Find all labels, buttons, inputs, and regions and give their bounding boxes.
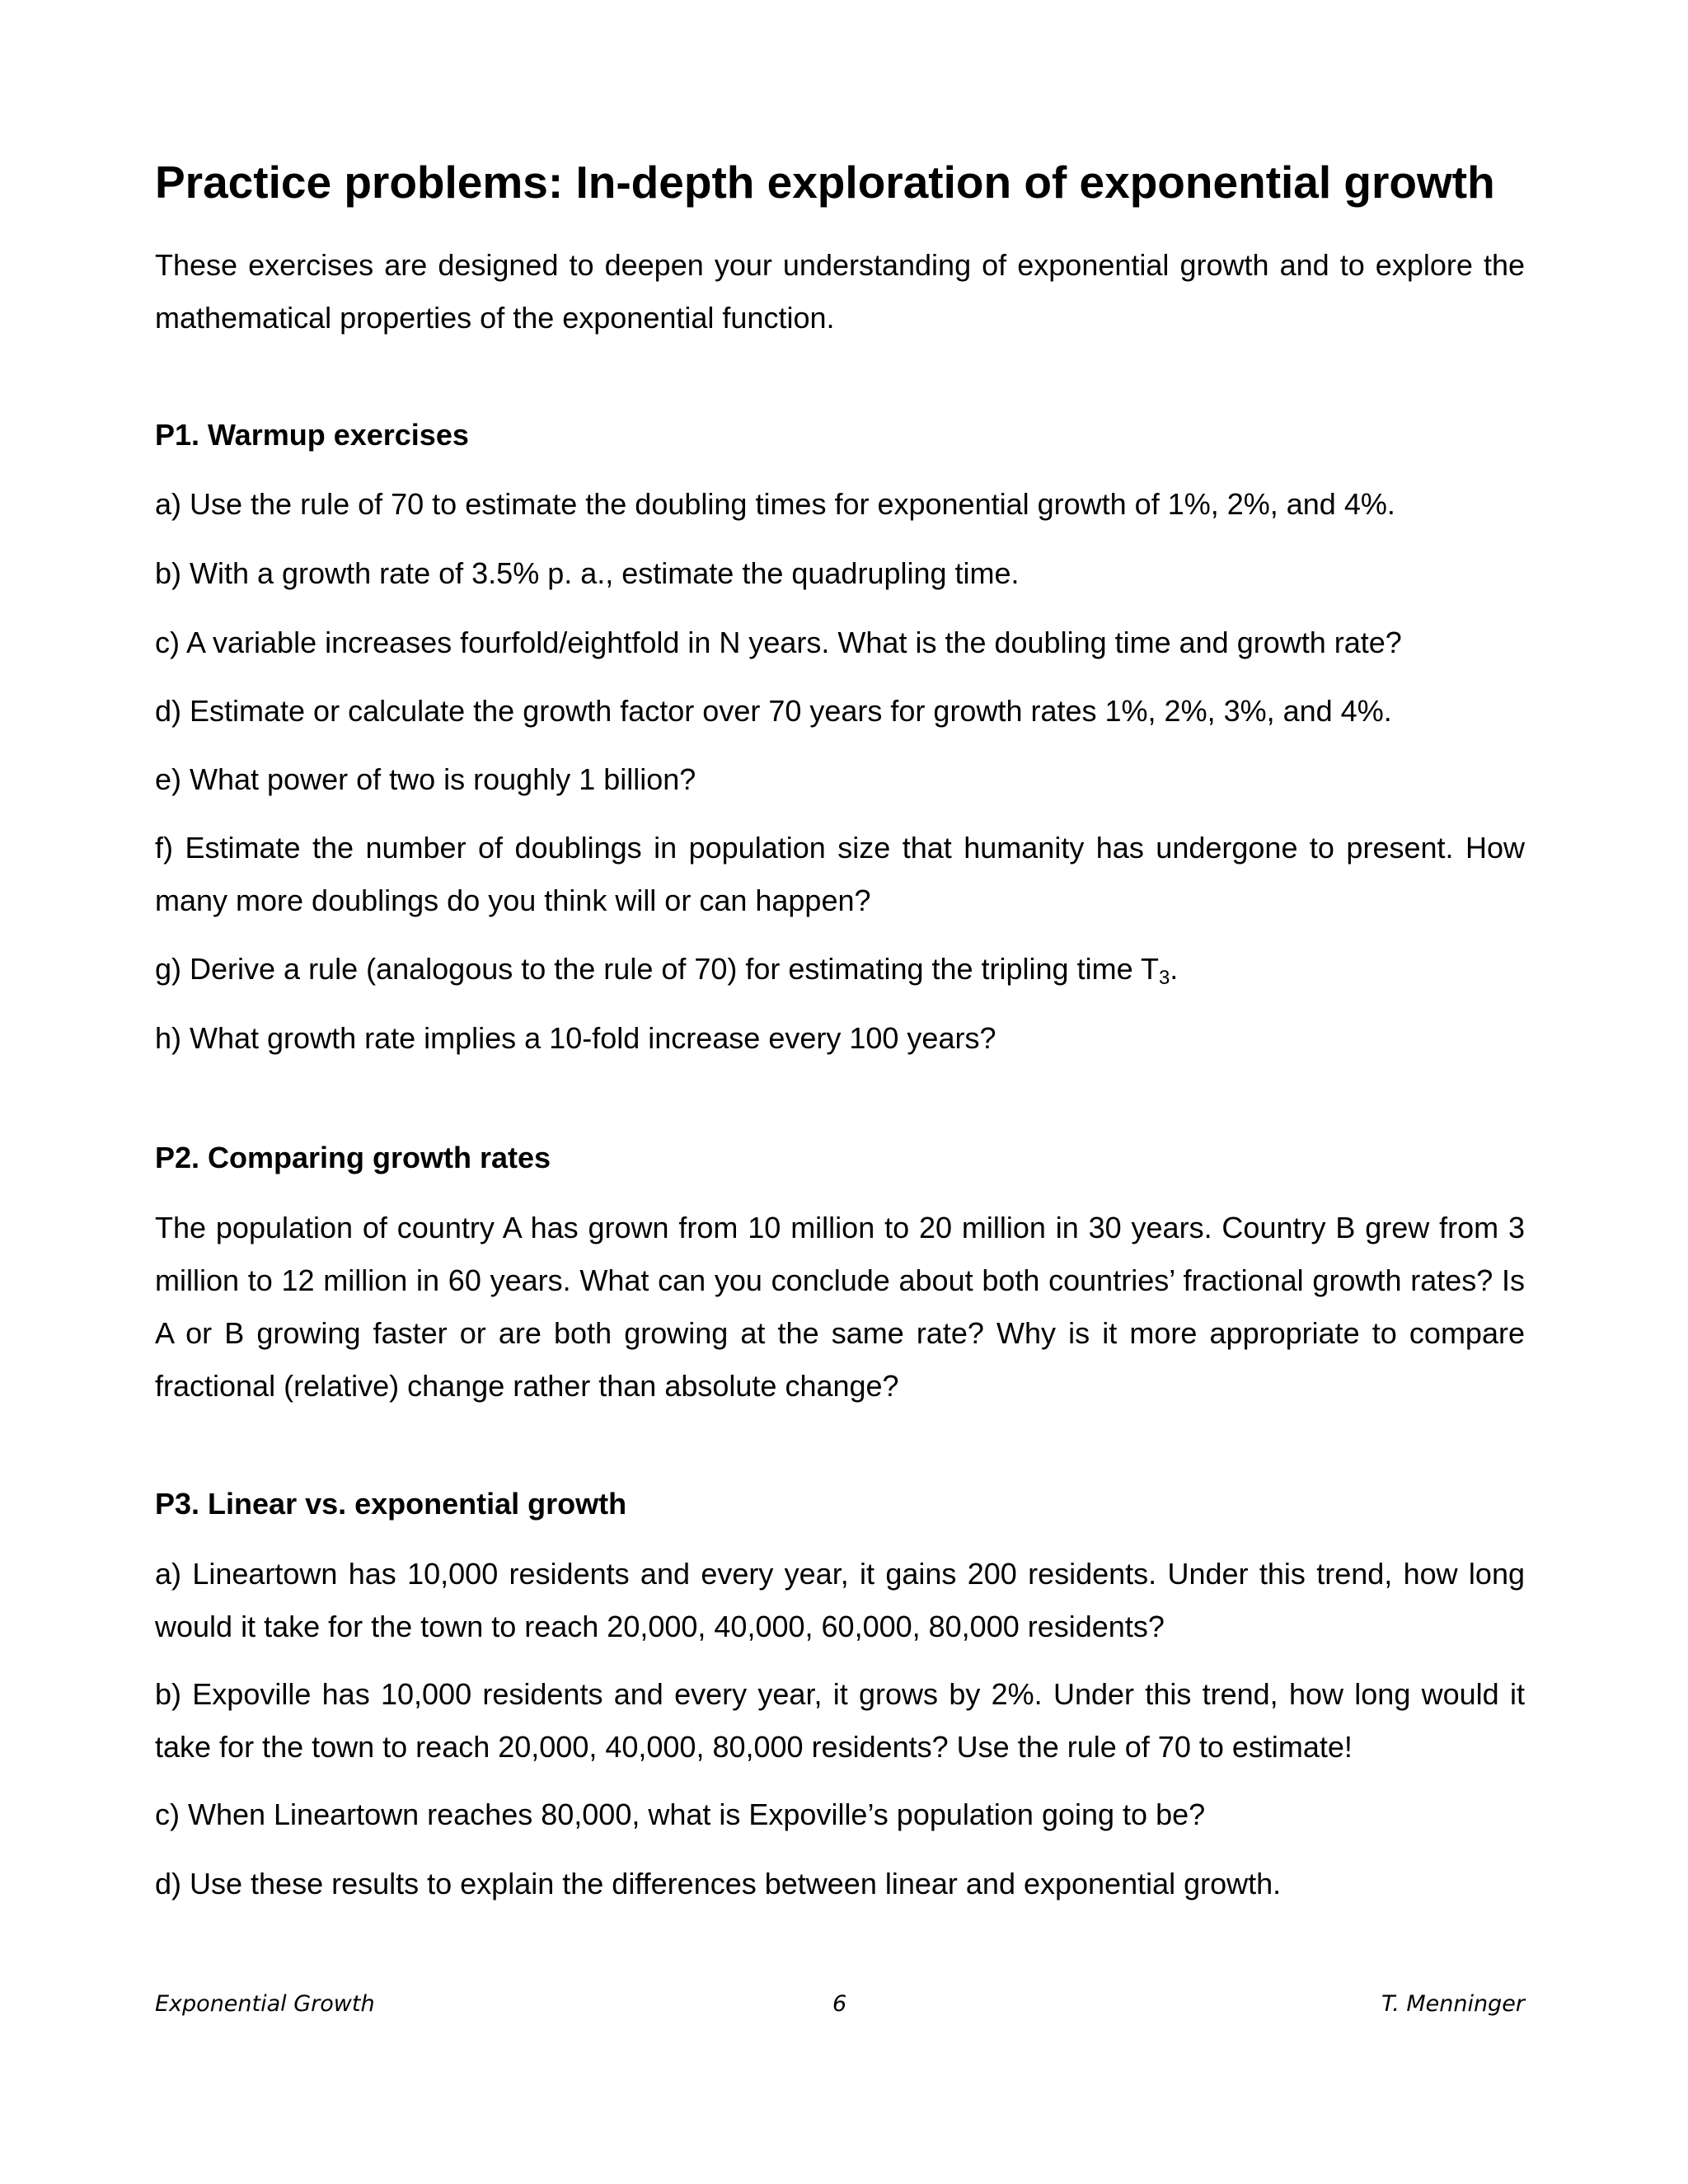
p1-item-a: a) Use the rule of 70 to estimate the doubling times for exponential growth of 1%, 2%, and 4%. (155, 487, 1395, 521)
p1-item-f: f) Estimate the number of doublings in population size that humanity has undergone to present. How many more doublings do you think will or can happen? (155, 831, 1525, 917)
p3-item-d: d) Use these results to explain the differences between linear and exponential growth. (155, 1867, 1282, 1900)
section-heading-p3: P3. Linear vs. exponential growth (155, 1487, 627, 1521)
p1-item-g (155, 943, 1525, 1005)
p1-item-g-text: g) Derive a rule (analogous to the rule of 70) for estimating the tripling time T (155, 952, 1159, 986)
p2-paragraph: The population of country A has grown from 10 million to 20 million in 30 years. Country B grew from 3 million to 12 million in 60 years. What can you conclude about both countries’ fractional growth rates? Is A or B growing faster or are both growing at the same rate? Why is it more appropriate to compare fractional (relative) change rather than absolute change? (155, 1211, 1525, 1403)
section-heading-p1: P1. Warmup exercises (155, 418, 469, 452)
footer-page-number: 6 (832, 1991, 847, 2017)
p3-item-b: b) Expoville has 10,000 residents and every year, it grows by 2%. Under this trend, how long would it take for the town to reach 20,000, 40,000, 80,000 residents? Use the rule of 70 to estimate! (155, 1677, 1525, 1764)
p3-item-c: c) When Lineartown reaches 80,000, what is Expoville’s population going to be? (155, 1797, 1206, 1831)
p1-item-d: d) Estimate or calculate the growth factor over 70 years for growth rates 1%, 2%, 3%, and 4%. (155, 694, 1392, 728)
footer-document-title: Exponential Growth (155, 1991, 375, 2017)
p1-item-g-subscript: 3 (1158, 967, 1170, 989)
p1-item-h: h) What growth rate implies a 10-fold increase every 100 years? (155, 1021, 996, 1055)
p1-item-g-end: . (1170, 952, 1179, 986)
p1-item-c: c) A variable increases fourfold/eightfold in N years. What is the doubling time and growth rate? (155, 626, 1402, 659)
page-title: Practice problems: In-depth exploration of exponential growth (155, 157, 1495, 208)
footer-author: T. Menninger (1381, 1991, 1525, 2017)
intro-paragraph: These exercises are designed to deepen your understanding of exponential growth and to explore the mathematical properties of the exponential function. (155, 248, 1525, 335)
p3-item-a: a) Lineartown has 10,000 residents and every year, it gains 200 residents. Under this trend, how long would it take for the town to reach 20,000, 40,000, 60,000, 80,000 residents? (155, 1557, 1525, 1643)
section-heading-p2: P2. Comparing growth rates (155, 1141, 551, 1174)
p1-item-b: b) With a growth rate of 3.5% p. a., estimate the quadrupling time. (155, 556, 1020, 590)
p1-item-e: e) What power of two is roughly 1 billion? (155, 762, 696, 796)
